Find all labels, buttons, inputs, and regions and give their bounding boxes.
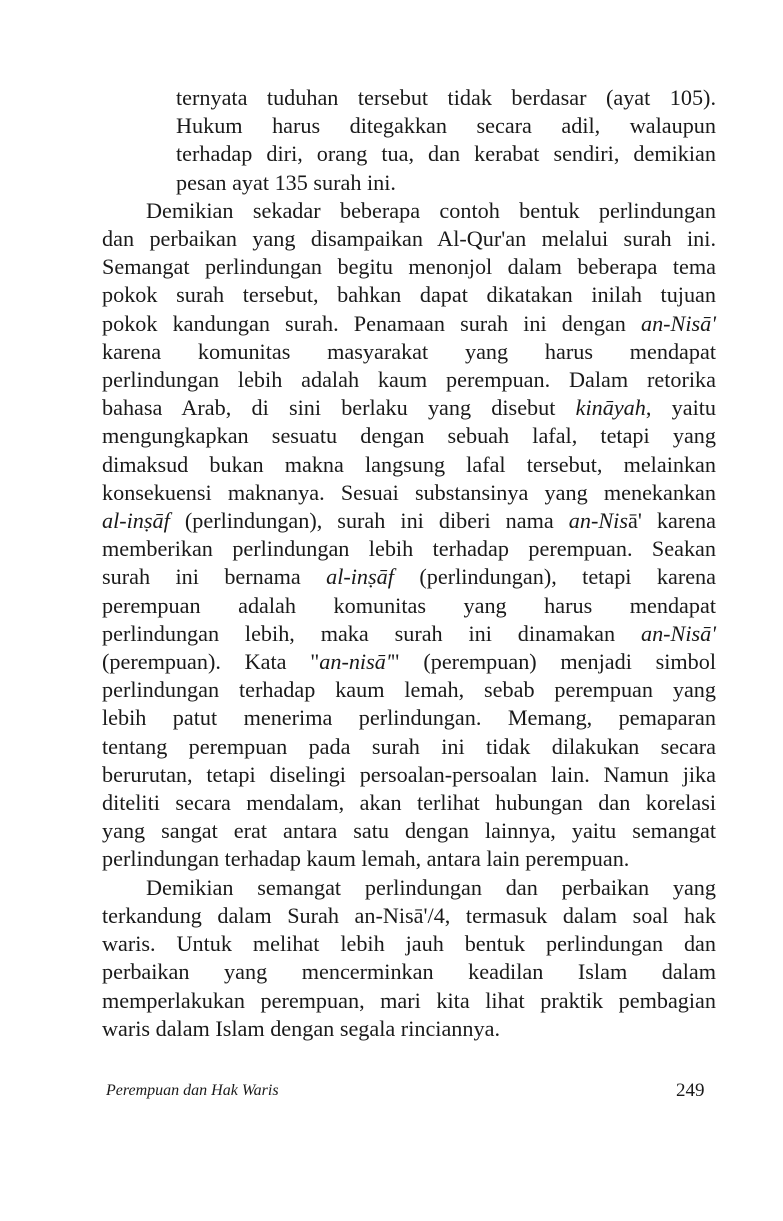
text-line	[102, 394, 716, 422]
text-line	[102, 225, 716, 253]
italic-term: al-inṣāf	[102, 508, 170, 534]
text-line	[102, 676, 716, 704]
text-line	[102, 592, 716, 620]
text-line	[102, 507, 716, 535]
text-segment: memberikan perlindungan lebih terhadap perempuan. Seakan	[102, 536, 716, 562]
text-segment: perlindungan lebih, maka surah ini dinamakan	[102, 620, 641, 646]
text-segment: (perempuan). Kata "	[102, 649, 320, 675]
italic-term: kināyah	[575, 395, 646, 421]
text-segment: karena komunitas masyarakat yang harus mendapat	[102, 338, 716, 364]
text-segment: konsekuensi maknanya. Sesuai substansinya yang menekankan	[102, 479, 716, 505]
text-line	[102, 733, 716, 761]
text-segment: perlindungan terhadap kaum lemah, sebab perempuan yang	[102, 677, 716, 703]
text-segment: pokok kandungan surah. Penamaan surah ini dengan	[102, 310, 641, 336]
text-line	[102, 535, 716, 563]
text-line	[102, 112, 716, 140]
text-line	[102, 958, 716, 986]
text-segment: terkandung dalam Surah an-Nisā'/4, termasuk dalam soal hak	[102, 902, 716, 928]
text-segment: perbaikan yang mencerminkan keadilan Islam dalam	[102, 959, 716, 985]
text-segment: dan perbaikan yang disampaikan Al-Qur'an melalui surah ini.	[102, 226, 716, 252]
text-line	[102, 874, 716, 902]
text-line	[102, 1015, 716, 1043]
text-line	[102, 789, 716, 817]
text-line	[102, 451, 716, 479]
text-line	[102, 761, 716, 789]
text-line	[102, 366, 716, 394]
text-segment: waris dalam Islam dengan segala rinciannya.	[102, 1015, 500, 1041]
text-line	[102, 817, 716, 845]
text-segment: terhadap diri, orang tua, dan kerabat sendiri, demikian	[176, 141, 716, 167]
text-segment: perempuan adalah komunitas yang harus mendapat	[102, 592, 716, 618]
text-line	[102, 930, 716, 958]
italic-term: an-Nisā'	[640, 310, 716, 336]
text-segment: diteliti secara mendalam, akan terlihat hubungan dan korelasi	[102, 790, 716, 816]
text-line	[102, 845, 716, 873]
text-line	[102, 563, 716, 591]
text-segment: dimaksud bukan makna langsung lafal tersebut, melainkan	[102, 451, 716, 477]
text-segment: tentang perempuan pada surah ini tidak dilakukan secara	[102, 733, 716, 759]
text-line	[102, 310, 716, 338]
text-segment: Demikian sekadar beberapa contoh bentuk perlindungan	[146, 197, 716, 223]
text-line	[102, 84, 716, 112]
text-line	[102, 169, 716, 197]
text-line	[102, 987, 716, 1015]
text-segment: ā' karena	[627, 508, 716, 534]
text-line	[102, 281, 716, 309]
text-segment: (perlindungan), surah ini diberi nama	[169, 508, 569, 534]
body-text	[102, 84, 716, 1043]
text-segment: (perlindungan), tetapi karena	[393, 564, 716, 590]
text-segment: pesan ayat 135 surah ini.	[176, 169, 396, 195]
text-segment: waris. Untuk melihat lebih jauh bentuk perlindungan dan	[102, 931, 716, 957]
text-segment: surah ini bernama	[102, 564, 327, 590]
text-line	[102, 902, 716, 930]
text-segment: Semangat perlindungan begitu menonjol dalam beberapa tema	[102, 254, 716, 280]
text-segment: mengungkapkan sesuatu dengan sebuah lafal, tetapi yang	[102, 423, 716, 449]
text-segment: perlindungan terhadap kaum lemah, antara lain perempuan.	[102, 846, 630, 872]
text-segment: berurutan, tetapi diselingi persoalan-persoalan lain. Namun jika	[102, 761, 716, 787]
text-line	[102, 422, 716, 450]
text-line	[102, 620, 716, 648]
running-footer-title: Perempuan dan Hak Waris	[106, 1082, 279, 1099]
text-segment: ternyata tuduhan tersebut tidak berdasar (ayat 105).	[176, 85, 716, 110]
italic-term: an-nisā'	[319, 649, 391, 675]
text-line	[102, 140, 716, 168]
page-number: 249	[676, 1080, 705, 1101]
text-line	[102, 479, 716, 507]
text-line	[102, 648, 716, 676]
text-segment: perlindungan lebih adalah kaum perempuan. Dalam retorika	[102, 367, 716, 393]
text-line	[102, 338, 716, 366]
text-segment: pokok surah tersebut, bahkan dapat dikatakan inilah tujuan	[102, 282, 716, 308]
italic-term: an-Nisā'	[640, 620, 716, 646]
text-segment: " (perempuan) menjadi simbol	[390, 649, 716, 675]
italic-term: al-inṣāf	[326, 564, 394, 590]
italic-term: an-Nis	[568, 508, 628, 534]
text-segment: memperlakukan perempuan, mari kita lihat praktik pembagian	[102, 987, 716, 1013]
text-segment: yang sangat erat antara satu dengan lainnya, yaitu semangat	[102, 818, 716, 844]
text-line	[102, 197, 716, 225]
text-line	[102, 704, 716, 732]
text-segment: bahasa Arab, di sini berlaku yang disebut	[102, 395, 576, 421]
text-segment: Demikian semangat perlindungan dan perbaikan yang	[146, 874, 716, 900]
text-segment: lebih patut menerima perlindungan. Memang, pemaparan	[102, 705, 716, 731]
text-line	[102, 253, 716, 281]
text-segment: , yaitu	[645, 395, 717, 421]
text-segment: Hukum harus ditegakkan secara adil, walaupun	[176, 113, 716, 139]
